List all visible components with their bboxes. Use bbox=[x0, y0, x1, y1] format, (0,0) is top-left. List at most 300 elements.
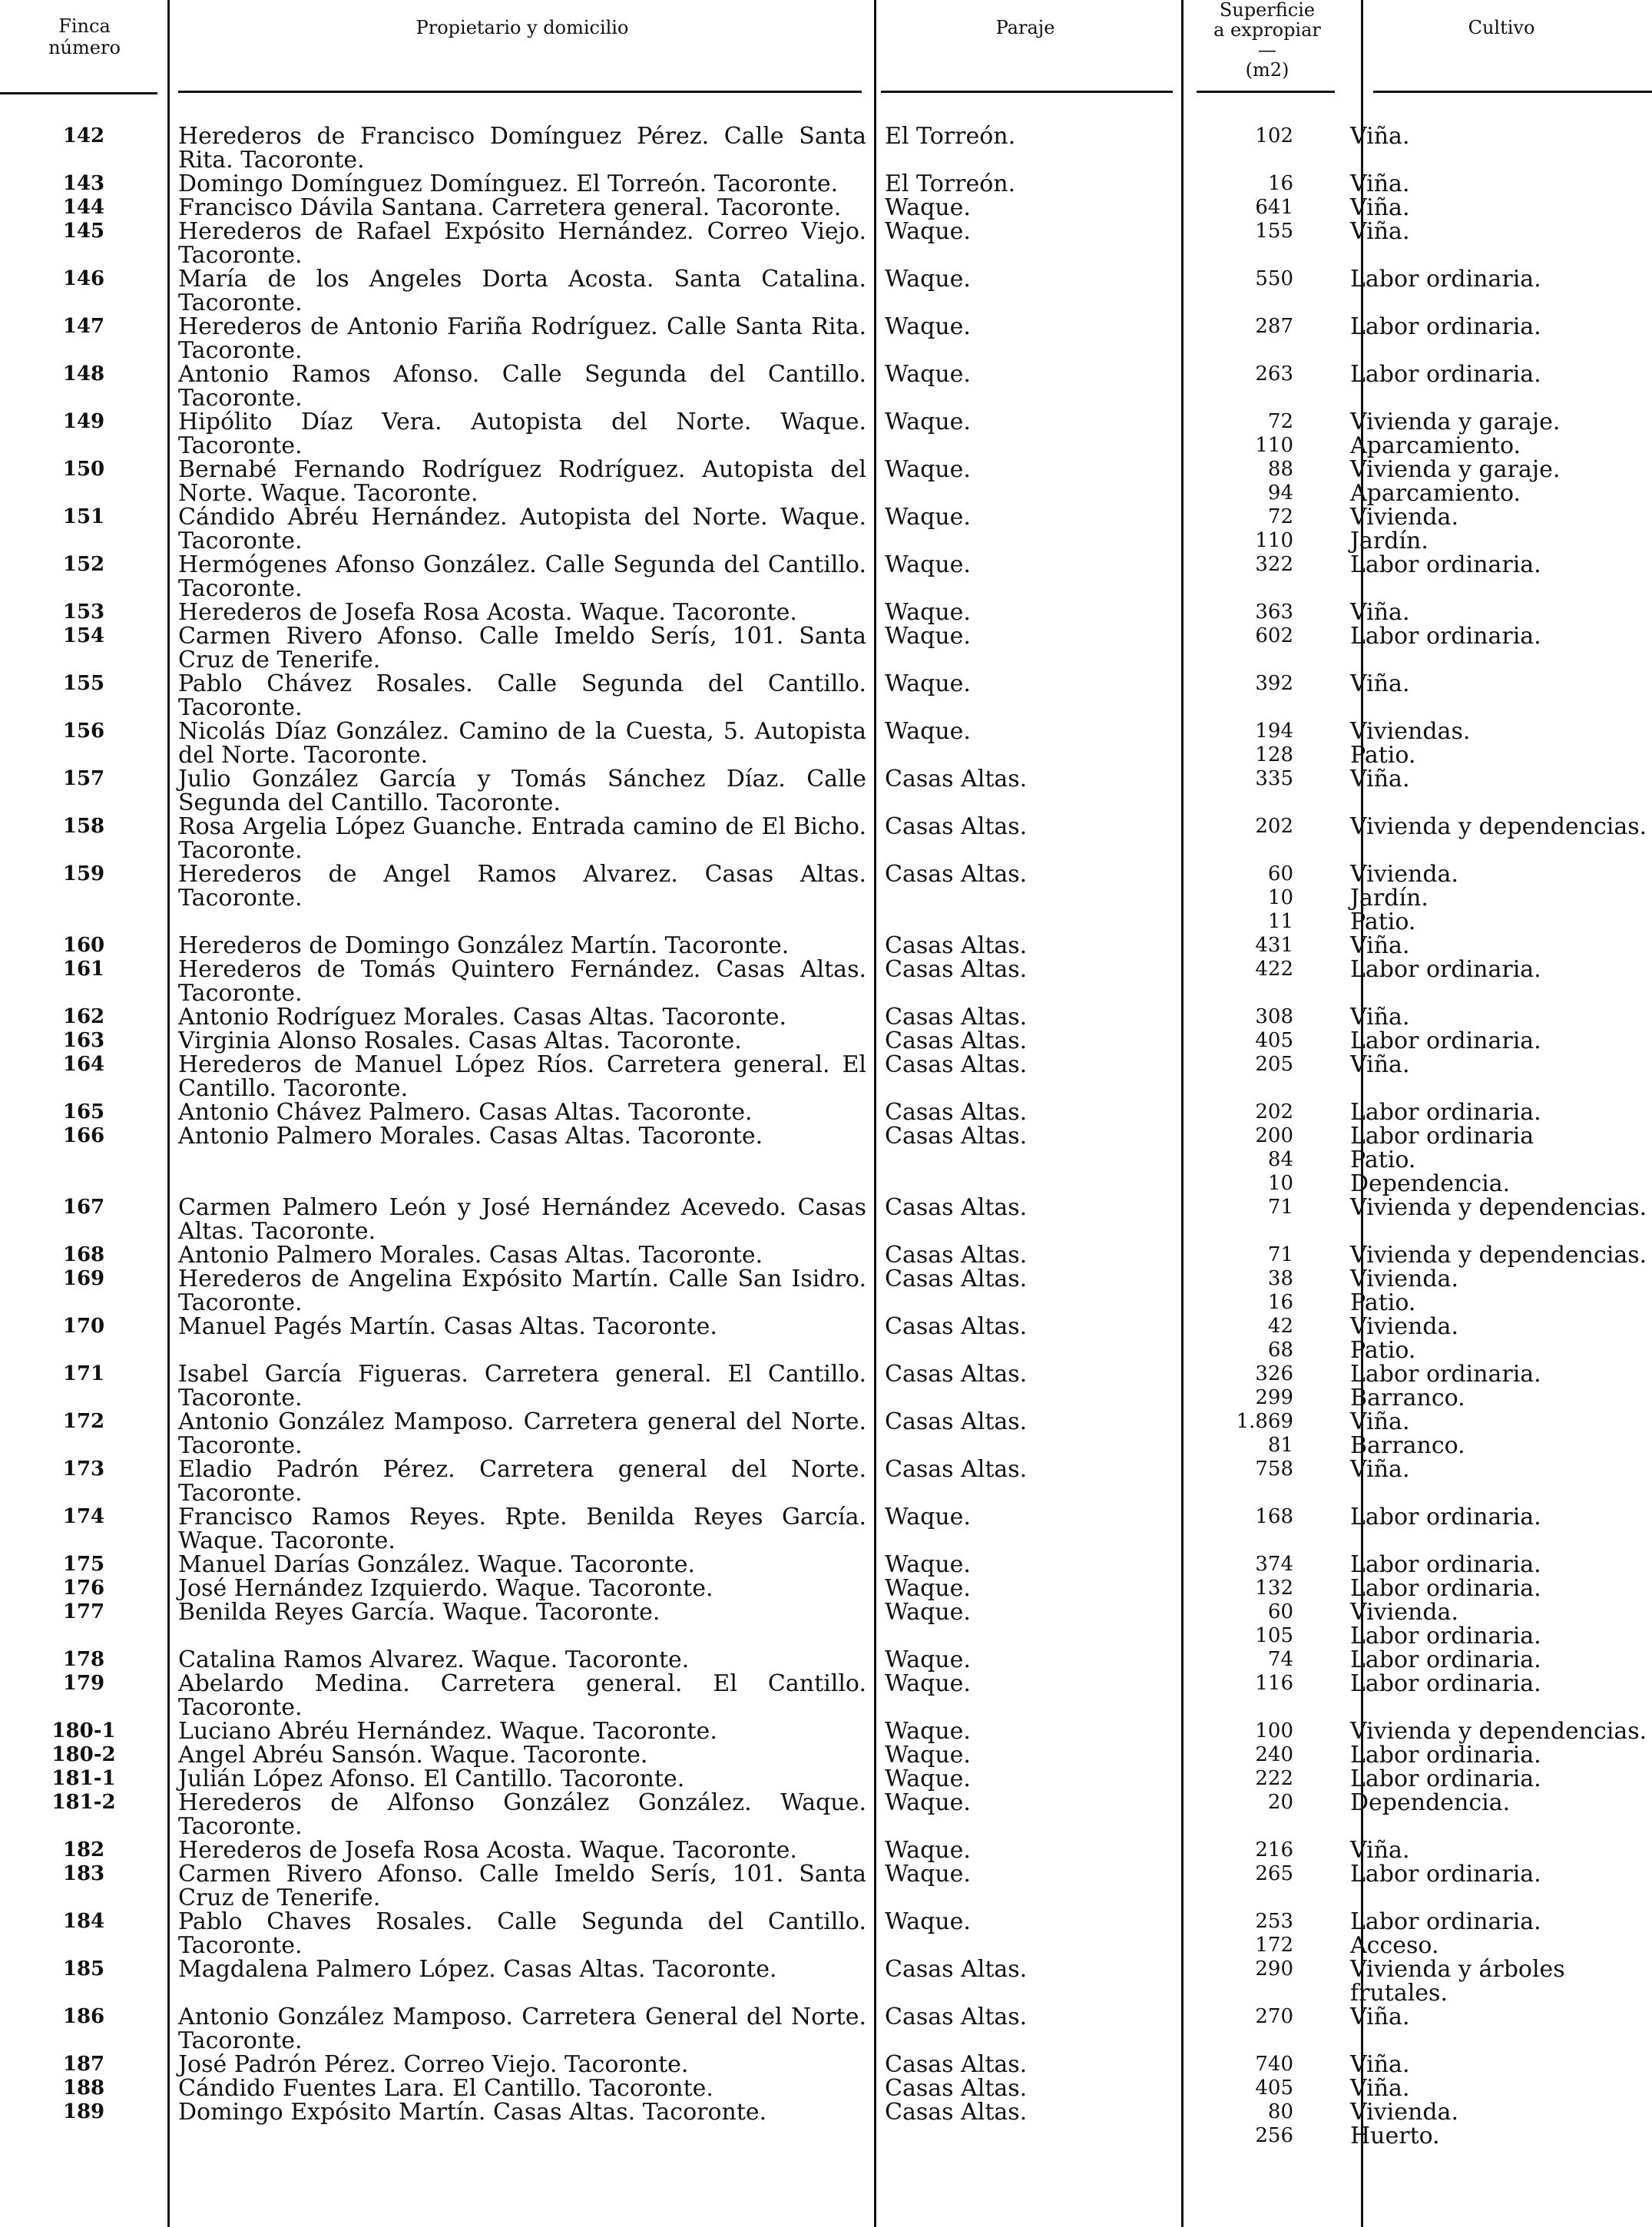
surface-area: 100 bbox=[1255, 1719, 1293, 1742]
table-row bbox=[0, 1053, 1652, 1100]
finca-number: 154 bbox=[62, 624, 105, 647]
table-row bbox=[0, 720, 1652, 767]
crop-type: Labor ordinaria. bbox=[1350, 1575, 1541, 1602]
place-name: Waque. bbox=[885, 1575, 971, 1602]
surface-area: 322 bbox=[1255, 553, 1293, 576]
table-row bbox=[0, 362, 1652, 410]
header-rule-finca bbox=[0, 92, 157, 94]
place-name: Casas Altas. bbox=[885, 2051, 1028, 2078]
place-name: Waque. bbox=[885, 504, 971, 531]
table-row bbox=[0, 815, 1652, 862]
owner-address: Magdalena Palmero López. Casas Altas. Tacoronte. bbox=[178, 1956, 777, 1983]
finca-number: 181-2 bbox=[51, 1791, 116, 1814]
surface-area: 263 bbox=[1255, 362, 1293, 386]
crop-type: Labor ordinaria. bbox=[1350, 1861, 1541, 1888]
finca-number: 167 bbox=[62, 1196, 105, 1219]
place-name: El Torreón. bbox=[885, 170, 1016, 197]
finca-number: 174 bbox=[62, 1505, 105, 1528]
owner-address: Herederos de Manuel López Ríos. Carretera general. El Cantillo. Tacoronte. bbox=[178, 1051, 866, 1102]
finca-number: 189 bbox=[62, 2100, 105, 2123]
surface-area: 194 128 bbox=[1255, 720, 1293, 766]
owner-address: Angel Abréu Sansón. Waque. Tacoronte. bbox=[178, 1742, 648, 1769]
finca-number: 161 bbox=[62, 958, 105, 981]
crop-type: Vivienda y garaje. Aparcamiento. bbox=[1350, 409, 1561, 459]
table-row bbox=[0, 1553, 1652, 1577]
crop-type: Labor ordinaria. Barranco. bbox=[1350, 1361, 1541, 1411]
owner-address: Cándido Abréu Hernández. Autopista del Norte. Waque. Tacoronte. bbox=[178, 504, 866, 554]
crop-type: Viña. bbox=[1350, 1837, 1410, 1864]
crop-type: Labor ordinaria Patio. Dependencia. bbox=[1350, 1123, 1534, 1197]
crop-type: Labor ordinaria. bbox=[1350, 1099, 1541, 1126]
finca-number: 181-1 bbox=[51, 1767, 116, 1790]
finca-number: 160 bbox=[62, 934, 105, 957]
finca-number: 142 bbox=[62, 124, 105, 147]
crop-type: Viña. bbox=[1350, 170, 1410, 197]
surface-area: 71 bbox=[1267, 1243, 1293, 1266]
table-row bbox=[0, 2076, 1652, 2100]
owner-address: Virginia Alonso Rosales. Casas Altas. Tacoronte. bbox=[178, 1027, 742, 1054]
surface-area: 16 bbox=[1267, 172, 1293, 195]
crop-type: Labor ordinaria. bbox=[1350, 623, 1541, 650]
finca-number: 169 bbox=[62, 1267, 105, 1290]
surface-area: 550 bbox=[1255, 267, 1293, 290]
finca-number: 163 bbox=[62, 1029, 105, 1052]
crop-type: Vivienda. Patio. bbox=[1350, 1313, 1458, 1364]
owner-address: Hermógenes Afonso González. Calle Segunda del Cantillo. Tacoronte. bbox=[178, 551, 866, 602]
surface-area: 205 bbox=[1255, 1053, 1293, 1076]
table-row bbox=[0, 1577, 1652, 1600]
owner-address: Antonio González Mamposo. Carretera General del Norte. Tacoronte. bbox=[178, 2004, 866, 2054]
place-name: Waque. bbox=[885, 551, 971, 578]
table-row bbox=[0, 267, 1652, 315]
place-name: Casas Altas. bbox=[885, 1004, 1028, 1031]
place-name: Casas Altas. bbox=[885, 813, 1028, 840]
place-name: Waque. bbox=[885, 1670, 971, 1697]
crop-type: Vivienda. Patio. bbox=[1350, 1266, 1458, 1316]
table-row bbox=[0, 624, 1652, 672]
surface-area: 422 bbox=[1255, 958, 1293, 981]
surface-area: 265 bbox=[1255, 1862, 1293, 1885]
place-name: Waque. bbox=[885, 1646, 971, 1673]
surface-area: 290 bbox=[1255, 1957, 1293, 1980]
finca-number: 149 bbox=[62, 410, 105, 433]
table-row bbox=[0, 862, 1652, 934]
surface-area: 155 bbox=[1255, 220, 1293, 243]
crop-type: Labor ordinaria. bbox=[1350, 1027, 1541, 1054]
crop-type: Viña. bbox=[1350, 1051, 1410, 1078]
crop-type: Labor ordinaria. bbox=[1350, 1504, 1541, 1530]
surface-area: 202 bbox=[1255, 1100, 1293, 1123]
place-name: Waque. bbox=[885, 623, 971, 650]
owner-address: Carmen Rivero Afonso. Calle Imeldo Serís, 101. Santa Cruz de Tenerife. bbox=[178, 623, 866, 673]
finca-number: 150 bbox=[62, 458, 105, 481]
owner-address: Cándido Fuentes Lara. El Cantillo. Tacoronte. bbox=[178, 2075, 713, 2102]
surface-area: 116 bbox=[1255, 1672, 1293, 1695]
owner-address: María de los Angeles Dorta Acosta. Santa Catalina. Tacoronte. bbox=[178, 266, 866, 316]
table-row bbox=[0, 958, 1652, 1005]
place-name: Waque. bbox=[885, 1742, 971, 1769]
crop-type: Labor ordinaria. bbox=[1350, 1646, 1541, 1673]
table-row bbox=[0, 458, 1652, 505]
owner-address: Pablo Chaves Rosales. Calle Segunda del Cantillo. Tacoronte. bbox=[178, 1908, 866, 1959]
table-row bbox=[0, 1767, 1652, 1791]
place-name: Casas Altas. bbox=[885, 1194, 1028, 1221]
finca-number: 157 bbox=[62, 767, 105, 790]
crop-type: Vivienda y garaje. Aparcamiento. bbox=[1350, 456, 1561, 507]
finca-number: 148 bbox=[62, 362, 105, 386]
crop-type: Vivienda. Labor ordinaria. bbox=[1350, 1599, 1541, 1650]
crop-type: Viña. Barranco. bbox=[1350, 1408, 1465, 1459]
owner-address: Antonio González Mamposo. Carretera general del Norte. Tacoronte. bbox=[178, 1408, 866, 1459]
owner-address: Julián López Afonso. El Cantillo. Tacoronte. bbox=[178, 1765, 685, 1792]
table-row bbox=[0, 220, 1652, 267]
owner-address: Herederos de Antonio Fariña Rodríguez. Calle Santa Rita. Tacoronte. bbox=[178, 313, 866, 364]
table-row bbox=[0, 601, 1652, 624]
header-superficie: Superficie a expropiar — (m2) bbox=[1213, 0, 1321, 81]
crop-type: Labor ordinaria. bbox=[1350, 956, 1541, 983]
place-name: Waque. bbox=[885, 456, 971, 483]
finca-number: 180-1 bbox=[51, 1719, 116, 1742]
table-row bbox=[0, 1243, 1652, 1267]
finca-number: 178 bbox=[62, 1648, 105, 1671]
place-name: Casas Altas. bbox=[885, 1456, 1028, 1483]
finca-number: 156 bbox=[62, 720, 105, 743]
surface-area: 102 bbox=[1255, 124, 1293, 147]
owner-address: Antonio Palmero Morales. Casas Altas. Tacoronte. bbox=[178, 1123, 763, 1150]
place-name: Waque. bbox=[885, 718, 971, 745]
surface-area: 222 bbox=[1255, 1767, 1293, 1790]
crop-type: Viña. bbox=[1350, 670, 1410, 697]
place-name: Waque. bbox=[885, 1504, 971, 1530]
place-name: Casas Altas. bbox=[885, 766, 1028, 793]
table-row bbox=[0, 1862, 1652, 1910]
finca-number: 179 bbox=[62, 1672, 105, 1695]
owner-address: José Padrón Pérez. Correo Viejo. Tacoronte. bbox=[178, 2051, 689, 2078]
finca-number: 166 bbox=[62, 1124, 105, 1147]
place-name: Waque. bbox=[885, 266, 971, 293]
owner-address: Herederos de Alfonso González González. Waque. Tacoronte. bbox=[178, 1789, 866, 1840]
place-name: Waque. bbox=[885, 1861, 971, 1888]
finca-number: 168 bbox=[62, 1243, 105, 1266]
owner-address: Domingo Domínguez Domínguez. El Torreón. Tacoronte. bbox=[178, 170, 839, 197]
place-name: Waque. bbox=[885, 1551, 971, 1578]
table-row bbox=[0, 1315, 1652, 1362]
finca-number: 162 bbox=[62, 1005, 105, 1028]
surface-area: 42 68 bbox=[1267, 1315, 1293, 1362]
header-finca: Finca número bbox=[48, 15, 121, 58]
owner-address: Herederos de Tomás Quintero Fernández. Casas Altas. Tacoronte. bbox=[178, 956, 866, 1007]
owner-address: Manuel Pagés Martín. Casas Altas. Tacoronte. bbox=[178, 1313, 717, 1340]
expropriation-table bbox=[0, 124, 1652, 2148]
owner-address: Abelardo Medina. Carretera general. El Cantillo. Tacoronte. bbox=[178, 1670, 866, 1721]
surface-area: 740 bbox=[1255, 2053, 1293, 2076]
header-rule-propietario bbox=[178, 91, 862, 93]
crop-type: Labor ordinaria. bbox=[1350, 1765, 1541, 1792]
finca-number: 185 bbox=[62, 1957, 105, 1980]
crop-type: Labor ordinaria. Acceso. bbox=[1350, 1908, 1541, 1959]
table-row bbox=[0, 1005, 1652, 1029]
place-name: Casas Altas. bbox=[885, 1027, 1028, 1054]
crop-type: Viña. bbox=[1350, 766, 1410, 793]
surface-area: 308 bbox=[1255, 1005, 1293, 1028]
crop-type: Viña. bbox=[1350, 123, 1410, 150]
surface-area: 60 10 11 bbox=[1267, 862, 1293, 933]
place-name: Waque. bbox=[885, 1599, 971, 1626]
finca-number: 170 bbox=[62, 1315, 105, 1338]
crop-type: Labor ordinaria. bbox=[1350, 266, 1541, 293]
finca-number: 176 bbox=[62, 1577, 105, 1600]
header-rule-paraje bbox=[881, 91, 1173, 93]
table-row bbox=[0, 1124, 1652, 1196]
surface-area: 80 256 bbox=[1255, 2100, 1293, 2147]
place-name: Casas Altas. bbox=[885, 2099, 1028, 2126]
finca-number: 144 bbox=[62, 196, 105, 219]
surface-area: 71 bbox=[1267, 1196, 1293, 1219]
surface-area: 240 bbox=[1255, 1743, 1293, 1766]
place-name: Waque. bbox=[885, 218, 971, 245]
header-propietario: Propietario y domicilio bbox=[415, 17, 629, 38]
owner-address: Antonio Chávez Palmero. Casas Altas. Tacoronte. bbox=[178, 1099, 753, 1126]
crop-type: Vivienda y dependencias. bbox=[1350, 1242, 1647, 1269]
table-row bbox=[0, 1410, 1652, 1458]
surface-area: 363 bbox=[1255, 601, 1293, 624]
owner-address: Isabel García Figueras. Carretera general. El Cantillo. Tacoronte. bbox=[178, 1361, 866, 1411]
finca-number: 177 bbox=[62, 1600, 105, 1623]
crop-type: Labor ordinaria. bbox=[1350, 1551, 1541, 1578]
surface-area: 72 110 bbox=[1255, 505, 1293, 552]
surface-area: 132 bbox=[1255, 1577, 1293, 1600]
owner-address: Hipólito Díaz Vera. Autopista del Norte. Waque. Tacoronte. bbox=[178, 409, 866, 459]
crop-type: Viña. bbox=[1350, 194, 1410, 221]
crop-type: Labor ordinaria. bbox=[1350, 1670, 1541, 1697]
owner-address: Benilda Reyes García. Waque. Tacoronte. bbox=[178, 1599, 660, 1626]
place-name: Casas Altas. bbox=[885, 932, 1028, 959]
finca-number: 155 bbox=[62, 672, 105, 695]
table-row bbox=[0, 2005, 1652, 2053]
header-rule-cultivo bbox=[1373, 91, 1652, 93]
owner-address: Luciano Abréu Hernández. Waque. Tacoronte. bbox=[178, 1718, 717, 1745]
table-row bbox=[0, 1362, 1652, 1410]
crop-type: Viña. bbox=[1350, 1004, 1410, 1031]
surface-area: 88 94 bbox=[1267, 458, 1293, 505]
finca-number: 145 bbox=[62, 220, 105, 243]
finca-number: 172 bbox=[62, 1410, 105, 1433]
crop-type: Vivienda y dependencias. bbox=[1350, 1718, 1647, 1745]
surface-area: 60 105 bbox=[1255, 1600, 1293, 1647]
surface-area: 641 bbox=[1255, 196, 1293, 219]
owner-address: Herederos de Rafael Expósito Hernández. Correo Viejo. Tacoronte. bbox=[178, 218, 866, 269]
owner-address: Domingo Expósito Martín. Casas Altas. Tacoronte. bbox=[178, 2099, 767, 2126]
owner-address: Herederos de Domingo González Martín. Tacoronte. bbox=[178, 932, 790, 959]
crop-type: Vivienda y árboles frutales. bbox=[1350, 1956, 1565, 2007]
table-row bbox=[0, 1267, 1652, 1315]
owner-address: Herederos de Francisco Domínguez Pérez. Calle Santa Rita. Tacoronte. bbox=[178, 123, 866, 174]
surface-area: 405 bbox=[1255, 1029, 1293, 1052]
crop-type: Vivienda. Huerto. bbox=[1350, 2099, 1458, 2149]
finca-number: 184 bbox=[62, 1910, 105, 1933]
table-row bbox=[0, 1910, 1652, 1957]
finca-number: 187 bbox=[62, 2053, 105, 2076]
table-row bbox=[0, 1791, 1652, 1838]
crop-type: Labor ordinaria. bbox=[1350, 361, 1541, 388]
place-name: Casas Altas. bbox=[885, 956, 1028, 983]
surface-area: 405 bbox=[1255, 2076, 1293, 2100]
owner-address: Herederos de Angel Ramos Alvarez. Casas Altas. Tacoronte. bbox=[178, 861, 866, 912]
place-name: Casas Altas. bbox=[885, 2004, 1028, 2030]
finca-number: 146 bbox=[62, 267, 105, 290]
owner-address: Antonio Rodríguez Morales. Casas Altas. Tacoronte. bbox=[178, 1004, 787, 1031]
owner-address: Rosa Argelia López Guanche. Entrada camino de El Bicho. Tacoronte. bbox=[178, 813, 866, 864]
finca-number: 180-2 bbox=[51, 1743, 116, 1766]
table-row bbox=[0, 672, 1652, 720]
owner-address: Eladio Padrón Pérez. Carretera general del Norte. Tacoronte. bbox=[178, 1456, 866, 1507]
place-name: Casas Altas. bbox=[885, 1051, 1028, 1078]
owner-address: Nicolás Díaz González. Camino de la Cuesta, 5. Autopista del Norte. Tacoronte. bbox=[178, 718, 866, 769]
owner-address: Francisco Ramos Reyes. Rpte. Benilda Reyes García. Waque. Tacoronte. bbox=[178, 1504, 866, 1554]
table-row bbox=[0, 1196, 1652, 1243]
surface-area: 270 bbox=[1255, 2005, 1293, 2028]
owner-address: Herederos de Josefa Rosa Acosta. Waque. Tacoronte. bbox=[178, 1837, 797, 1864]
place-name: El Torreón. bbox=[885, 123, 1016, 150]
owner-address: Antonio Ramos Afonso. Calle Segunda del Cantillo. Tacoronte. bbox=[178, 361, 866, 412]
surface-area: 602 bbox=[1255, 624, 1293, 647]
place-name: Casas Altas. bbox=[885, 1099, 1028, 1126]
finca-number: 147 bbox=[62, 315, 105, 338]
surface-area: 38 16 bbox=[1267, 1267, 1293, 1314]
table-row bbox=[0, 1672, 1652, 1719]
place-name: Casas Altas. bbox=[885, 1266, 1028, 1292]
surface-area: 374 bbox=[1255, 1553, 1293, 1576]
header-rule-superficie bbox=[1197, 91, 1335, 93]
table-row bbox=[0, 1648, 1652, 1672]
surface-area: 287 bbox=[1255, 315, 1293, 338]
finca-number: 182 bbox=[62, 1838, 105, 1861]
surface-area: 202 bbox=[1255, 815, 1293, 838]
place-name: Waque. bbox=[885, 1765, 971, 1792]
table-row bbox=[0, 410, 1652, 458]
place-name: Waque. bbox=[885, 194, 971, 221]
place-name: Casas Altas. bbox=[885, 1361, 1028, 1388]
owner-address: Catalina Ramos Alvarez. Waque. Tacoronte. bbox=[178, 1646, 690, 1673]
finca-number: 186 bbox=[62, 2005, 105, 2028]
table-row bbox=[0, 1719, 1652, 1743]
crop-type: Viña. bbox=[1350, 1456, 1410, 1483]
crop-type: Viviendas. Patio. bbox=[1350, 718, 1471, 769]
crop-type: Viña. bbox=[1350, 932, 1410, 959]
table-row bbox=[0, 1600, 1652, 1648]
finca-number: 175 bbox=[62, 1553, 105, 1576]
surface-area: 253 172 bbox=[1255, 1910, 1293, 1957]
surface-area: 72 110 bbox=[1255, 410, 1293, 457]
table-row bbox=[0, 1957, 1652, 2005]
place-name: Waque. bbox=[885, 1908, 971, 1935]
owner-address: Manuel Darías González. Waque. Tacoronte. bbox=[178, 1551, 696, 1578]
owner-address: Bernabé Fernando Rodríguez Rodríguez. Autopista del Norte. Waque. Tacoronte. bbox=[178, 456, 866, 507]
header-cultivo: Cultivo bbox=[1468, 17, 1535, 38]
place-name: Waque. bbox=[885, 313, 971, 340]
finca-number: 165 bbox=[62, 1100, 105, 1123]
table-row bbox=[0, 505, 1652, 553]
place-name: Casas Altas. bbox=[885, 2075, 1028, 2102]
crop-type: Dependencia. bbox=[1350, 1789, 1511, 1816]
table-row bbox=[0, 2100, 1652, 2148]
surface-area: 1.869 81 bbox=[1236, 1410, 1293, 1457]
surface-area: 168 bbox=[1255, 1505, 1293, 1528]
finca-number: 152 bbox=[62, 553, 105, 576]
crop-type: Viña. bbox=[1350, 218, 1410, 245]
finca-number: 171 bbox=[62, 1362, 105, 1385]
finca-number: 159 bbox=[62, 862, 105, 885]
finca-number: 164 bbox=[62, 1053, 105, 1076]
owner-address: Herederos de Angelina Expósito Martín. Calle San Isidro. Tacoronte. bbox=[178, 1266, 866, 1316]
table-row bbox=[0, 124, 1652, 172]
owner-address: Herederos de Josefa Rosa Acosta. Waque. Tacoronte. bbox=[178, 599, 797, 626]
surface-area: 216 bbox=[1255, 1838, 1293, 1861]
finca-number: 151 bbox=[62, 505, 105, 528]
surface-area: 758 bbox=[1255, 1458, 1293, 1481]
place-name: Casas Altas. bbox=[885, 1123, 1028, 1150]
surface-area: 200 84 10 bbox=[1255, 1124, 1293, 1195]
surface-area: 335 bbox=[1255, 767, 1293, 790]
surface-area: 392 bbox=[1255, 672, 1293, 695]
crop-type: Vivienda. Jardín. Patio. bbox=[1350, 861, 1458, 935]
table-row bbox=[0, 196, 1652, 220]
owner-address: José Hernández Izquierdo. Waque. Tacoronte. bbox=[178, 1575, 713, 1602]
surface-area: 74 bbox=[1267, 1648, 1293, 1671]
crop-type: Vivienda. Jardín. bbox=[1350, 504, 1458, 554]
surface-area: 431 bbox=[1255, 934, 1293, 957]
place-name: Waque. bbox=[885, 361, 971, 388]
finca-number: 153 bbox=[62, 601, 105, 624]
crop-type: Vivienda y dependencias. bbox=[1350, 813, 1647, 840]
table-row bbox=[0, 2053, 1652, 2076]
place-name: Casas Altas. bbox=[885, 1956, 1028, 1983]
place-name: Waque. bbox=[885, 1789, 971, 1816]
crop-type: Viña. bbox=[1350, 2075, 1410, 2102]
table-row bbox=[0, 1458, 1652, 1505]
finca-number: 143 bbox=[62, 172, 105, 195]
table-row bbox=[0, 1100, 1652, 1124]
finca-number: 173 bbox=[62, 1458, 105, 1481]
place-name: Casas Altas. bbox=[885, 861, 1028, 888]
surface-area: 20 bbox=[1267, 1791, 1293, 1814]
owner-address: Julio González García y Tomás Sánchez Díaz. Calle Segunda del Cantillo. Tacoronte. bbox=[178, 766, 866, 816]
place-name: Casas Altas. bbox=[885, 1242, 1028, 1269]
table-row bbox=[0, 1029, 1652, 1053]
owner-address: Pablo Chávez Rosales. Calle Segunda del Cantillo. Tacoronte. bbox=[178, 670, 866, 721]
finca-number: 158 bbox=[62, 815, 105, 838]
place-name: Casas Altas. bbox=[885, 1313, 1028, 1340]
crop-type: Viña. bbox=[1350, 599, 1410, 626]
table-row bbox=[0, 172, 1652, 196]
table-row bbox=[0, 553, 1652, 601]
finca-number: 183 bbox=[62, 1862, 105, 1885]
crop-type: Labor ordinaria. bbox=[1350, 1742, 1541, 1769]
table-row bbox=[0, 1505, 1652, 1553]
place-name: Casas Altas. bbox=[885, 1408, 1028, 1435]
table-row bbox=[0, 767, 1652, 815]
table-row bbox=[0, 1743, 1652, 1767]
table-row bbox=[0, 1838, 1652, 1862]
owner-address: Antonio Palmero Morales. Casas Altas. Tacoronte. bbox=[178, 1242, 763, 1269]
place-name: Waque. bbox=[885, 1837, 971, 1864]
place-name: Waque. bbox=[885, 670, 971, 697]
crop-type: Viña. bbox=[1350, 2051, 1410, 2078]
surface-area: 326 299 bbox=[1255, 1362, 1293, 1409]
crop-type: Labor ordinaria. bbox=[1350, 551, 1541, 578]
owner-address: Carmen Palmero León y José Hernández Acevedo. Casas Altas. Tacoronte. bbox=[178, 1194, 866, 1245]
crop-type: Vivienda y dependencias. bbox=[1350, 1194, 1647, 1221]
